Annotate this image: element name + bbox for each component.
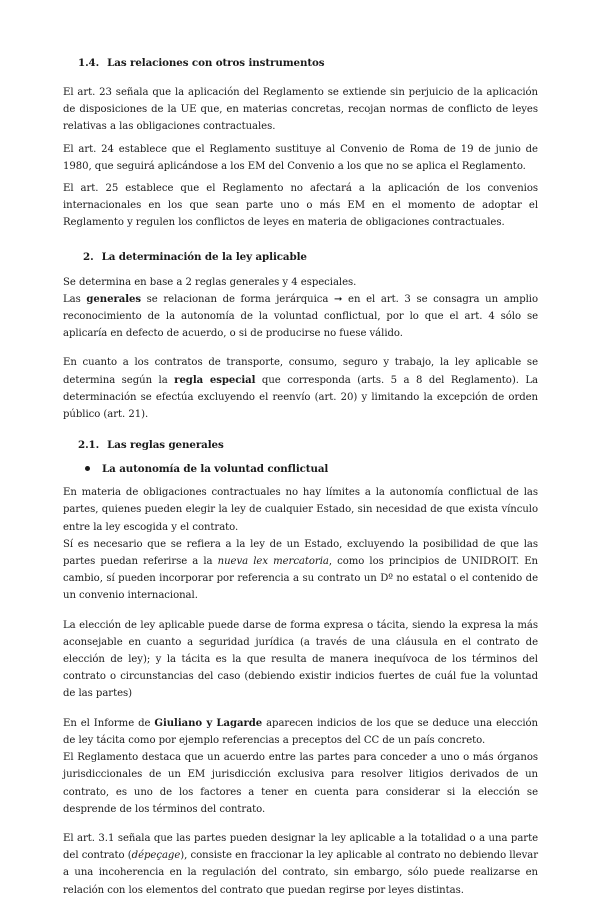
paragraph-autonomy: En materia de obligaciones contractuales no hay límites a la autonomía conflictual de las partes, quienes pueden elegir la ley de cualquier Estado, sin necesidad de que exista vínculo entre la ley escogida y el contrato. [63,487,538,533]
bold-term: Giuliano y Lagarde [154,717,263,729]
section-title: Las reglas generales [107,439,224,452]
bold-term: generales [86,293,142,305]
paragraph-giuliano-lagarde: En el Informe de Giuliano y Lagarde aparecen indicios de los que se deduce una elección de ley tácita como por ejemplo referencias a preceptos del CC de un país concreto. [63,717,538,746]
paragraph-state-law: Sí es necesario que se refiera a la ley de un Estado, excluyendo la posibilidad de que las partes puedan referirse a la nueva lex mercatoria, como los principios de UNIDROIT. En cambio, sí pueden incorporar por referencia a su contrato un Dº no estatal o el contenido de un convenio internacional. [63,538,538,602]
paragraph-depecage: El art. 3.1 señala que las partes pueden designar la ley aplicable a la totalidad o a una parte del contrato (dépeçage), consiste en fraccionar la ley aplicable al contrato no debiendo llevar a una incoherencia en la regulación del contrato, sin embargo, sólo puede realizarse en relación con los elementos del contrato que puedan regirse por leyes distintas. [63,832,538,896]
paragraph-art-25: El art. 25 establece que el Reglamento no afectará a la aplicación de los convenios internacionales en los que sean parte uno o más EM en el momento de adoptar el Reglamento y regulen los conflictos de leyes en materia de obligaciones contractuales. [63,183,538,229]
bullet-icon [85,466,90,471]
bold-term: regla especial [174,374,256,386]
section-heading-2-1 [63,439,538,451]
paragraph-choice-of-law: La elección de ley aplicable puede darse de forma expresa o tácita, siendo la expresa la más aconsejable en cuanto a seguridad jurídica (a través de una cláusula en el contrato de elección de ley); y la tácita es la que resulta de manera inequívoca de los términos del contrato o circunstancias del caso (debiendo existir indicios fuertes de cuál fue la voluntad de las partes) [63,619,538,700]
italic-term: nueva lex mercatoria [217,556,329,568]
section-title: La determinación de la ley aplicable [101,250,307,263]
italic-term: dépeçage [131,850,181,862]
paragraph-general-rules: Las generales se relacionan de forma jerárquica ➞ en el art. 3 se consagra un amplio reconocimiento de la autonomía de la voluntad conflictual, por lo que el art. 4 sólo se aplicaría en defecto de acuerdo, o si de producirse no fuese válido. [63,293,538,340]
paragraph-intro-rules: Se determina en base a 2 reglas generales y 4 especiales. [63,276,357,288]
paragraph-art-24: El art. 24 establece que el Reglamento sustituye al Convenio de Roma de 19 de junio de 1980, que seguirá aplicándose a los EM del Convenio a los que no se aplica el Reglamento. [63,143,538,172]
paragraph-art-23: El art. 23 señala que la aplicación del Reglamento se extiende sin perjuicio de la aplicación de disposiciones de la UE que, en materias concretas, recojan normas de conflicto de leyes relativas a las obligaciones contractuales. [63,87,538,133]
section-heading-2 [63,251,538,263]
bullet-title: La autonomía de la voluntad conflictual [102,463,329,476]
bullet-heading [63,463,538,475]
section-heading-1-4 [63,0,538,69]
section-number: 2. [83,250,94,263]
section-number: 2.1. [78,439,100,452]
section-number: 1.4. [78,57,100,69]
paragraph-jurisdiction-agreement: El Reglamento destaca que un acuerdo entre las partes para conceder a uno o más órganos jurisdiccionales de un EM jurisdicción exclusiva para resolver litigios derivados de un contrato, es uno de los factores a tener en cuenta para considerar si la elección se desprende de los términos del contrato. [63,752,538,815]
section-title: Las relaciones con otros instrumentos [107,57,325,69]
paragraph-special-rules: En cuanto a los contratos de transporte, consumo, seguro y trabajo, la ley aplicable se determina según la regla especial que corresponda (arts. 5 a 8 del Reglamento). La determinación se efectúa excluyendo el reenvío (art. 20) y limitando la excepción de orden público (art. 21). [63,357,538,421]
